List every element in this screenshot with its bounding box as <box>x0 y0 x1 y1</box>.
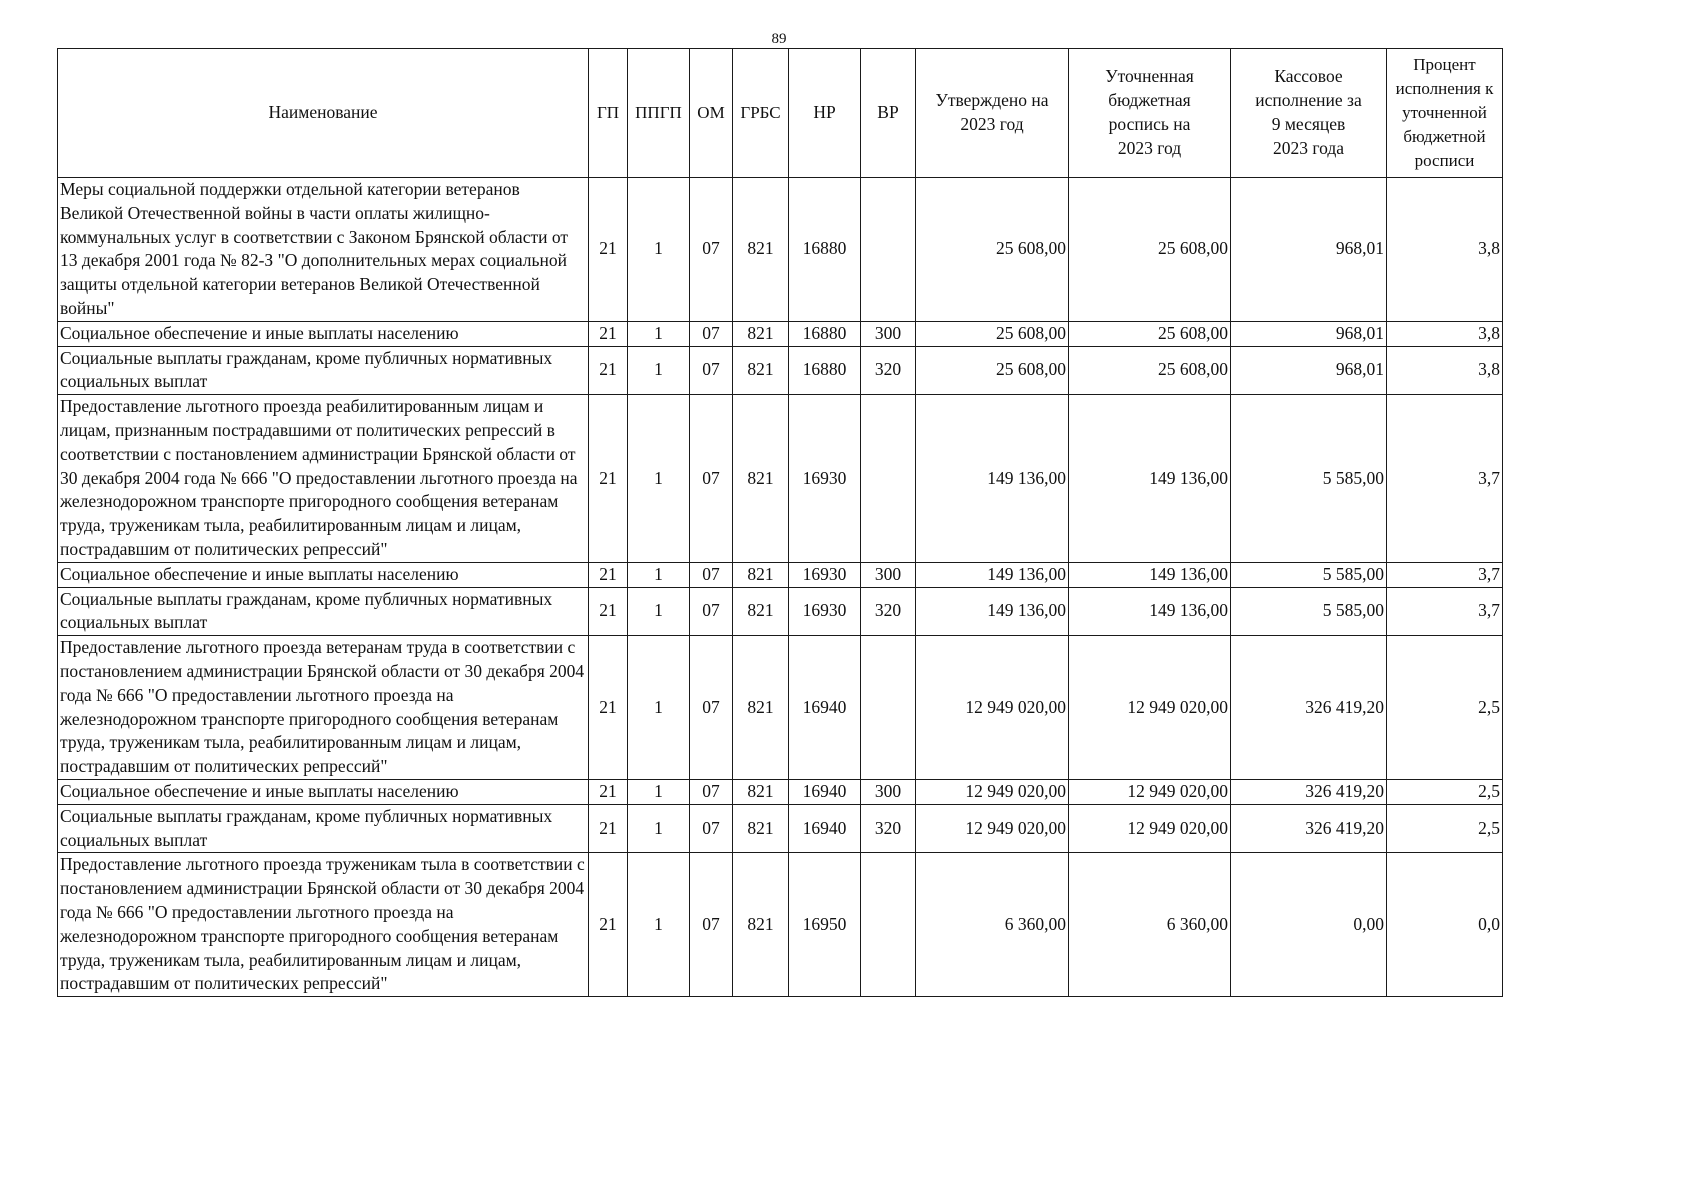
cell-vr: 320 <box>861 804 916 853</box>
cell-ppgp: 1 <box>628 562 690 587</box>
cell-refined: 12 949 020,00 <box>1069 636 1231 780</box>
cell-gp: 21 <box>589 562 628 587</box>
cell-vr <box>861 853 916 997</box>
cell-gp: 21 <box>589 395 628 563</box>
cell-gp: 21 <box>589 853 628 997</box>
cell-np: 16940 <box>789 804 861 853</box>
cell-grbs: 821 <box>733 346 789 395</box>
cell-ppgp: 1 <box>628 804 690 853</box>
cell-ppgp: 1 <box>628 853 690 997</box>
cell-np: 16880 <box>789 321 861 346</box>
cell-name: Предоставление льготного проезда ветеранам труда в соответствии с постановлением администрации Брянской области от 30 декабря 2004 года № 666 "О предоставлении льготного проезда на железнодорожном транспорте пригородного сообщения ветеранам труда, труженикам тыла, реабилитированным лицам и лицам, пострадавшим от политических репрессий" <box>58 636 589 780</box>
table-row <box>58 853 1503 997</box>
cell-grbs: 821 <box>733 321 789 346</box>
cell-cash: 968,01 <box>1231 346 1387 395</box>
cell-refined: 149 136,00 <box>1069 587 1231 636</box>
cell-gp: 21 <box>589 804 628 853</box>
cell-ppgp: 1 <box>628 636 690 780</box>
cell-gp: 21 <box>589 346 628 395</box>
header-np: НР <box>789 49 861 178</box>
cell-om: 07 <box>690 395 733 563</box>
cell-cash: 326 419,20 <box>1231 779 1387 804</box>
table-row <box>58 321 1503 346</box>
cell-grbs: 821 <box>733 562 789 587</box>
cell-grbs: 821 <box>733 395 789 563</box>
cell-ppgp: 1 <box>628 346 690 395</box>
cell-vr: 300 <box>861 321 916 346</box>
cell-name: Предоставление льготного проезда труженикам тыла в соответствии с постановлением администрации Брянской области от 30 декабря 2004 года № 666 "О предоставлении льготного проезда на железнодорожном транспорте пригородного сообщения ветеранам труда, труженикам тыла, реабилитированным лицам и лицам, пострадавшим от политических репрессий" <box>58 853 589 997</box>
cell-refined: 12 949 020,00 <box>1069 804 1231 853</box>
cell-gp: 21 <box>589 321 628 346</box>
header-refined: Уточненная бюджетная роспись на 2023 год <box>1069 49 1231 178</box>
cell-om: 07 <box>690 321 733 346</box>
cell-vr: 320 <box>861 346 916 395</box>
header-percent: Процент исполнения к уточненной бюджетной росписи <box>1387 49 1503 178</box>
cell-gp: 21 <box>589 636 628 780</box>
cell-approved: 25 608,00 <box>916 346 1069 395</box>
header-name: Наименование <box>58 49 589 178</box>
cell-refined: 149 136,00 <box>1069 395 1231 563</box>
cell-ppgp: 1 <box>628 321 690 346</box>
cell-percent: 2,5 <box>1387 636 1503 780</box>
cell-name: Предоставление льготного проезда реабилитированным лицам и лицам, признанным пострадавшими от политических репрессий в соответствии с постановлением администрации Брянской области от 30 декабря 2004 года № 666 "О предоставлении льготного проезда на железнодорожном транспорте пригородного сообщения ветеранам труда, труженикам тыла, реабилитированным лицам и лицам, пострадавшим от политических репрессий" <box>58 395 589 563</box>
cell-om: 07 <box>690 562 733 587</box>
cell-om: 07 <box>690 346 733 395</box>
header-cash: Кассовое исполнение за 9 месяцев 2023 года <box>1231 49 1387 178</box>
cell-grbs: 821 <box>733 804 789 853</box>
cell-percent: 2,5 <box>1387 804 1503 853</box>
cell-grbs: 821 <box>733 587 789 636</box>
cell-ppgp: 1 <box>628 587 690 636</box>
cell-percent: 3,8 <box>1387 321 1503 346</box>
cell-np: 16930 <box>789 395 861 563</box>
header-ppgp: ППГП <box>628 49 690 178</box>
cell-cash: 968,01 <box>1231 178 1387 322</box>
header-approved: Утверждено на 2023 год <box>916 49 1069 178</box>
cell-name: Социальные выплаты гражданам, кроме публичных нормативных социальных выплат <box>58 587 589 636</box>
cell-approved: 149 136,00 <box>916 587 1069 636</box>
header-row <box>58 49 1503 178</box>
cell-np: 16880 <box>789 178 861 322</box>
header-vr: ВР <box>861 49 916 178</box>
cell-vr <box>861 395 916 563</box>
table-row <box>58 636 1503 780</box>
cell-grbs: 821 <box>733 636 789 780</box>
cell-refined: 25 608,00 <box>1069 178 1231 322</box>
cell-percent: 3,7 <box>1387 395 1503 563</box>
cell-refined: 149 136,00 <box>1069 562 1231 587</box>
table-row <box>58 395 1503 563</box>
cell-cash: 0,00 <box>1231 853 1387 997</box>
header-gp: ГП <box>589 49 628 178</box>
cell-om: 07 <box>690 779 733 804</box>
cell-vr: 300 <box>861 562 916 587</box>
cell-cash: 5 585,00 <box>1231 587 1387 636</box>
cell-gp: 21 <box>589 779 628 804</box>
cell-np: 16940 <box>789 636 861 780</box>
cell-name: Социальное обеспечение и иные выплаты населению <box>58 779 589 804</box>
cell-name: Социальное обеспечение и иные выплаты населению <box>58 562 589 587</box>
table-row <box>58 587 1503 636</box>
table-row <box>58 178 1503 322</box>
cell-percent: 3,7 <box>1387 562 1503 587</box>
cell-om: 07 <box>690 636 733 780</box>
cell-approved: 25 608,00 <box>916 178 1069 322</box>
cell-np: 16880 <box>789 346 861 395</box>
cell-percent: 3,7 <box>1387 587 1503 636</box>
cell-name: Меры социальной поддержки отдельной категории ветеранов Великой Отечественной войны в части оплаты жилищно-коммунальных услуг в соответствии с Законом Брянской области от 13 декабря 2001 года № 82-З "О дополнительных мерах социальной защиты отдельной категории ветеранов Великой Отечественной войны" <box>58 178 589 322</box>
cell-approved: 12 949 020,00 <box>916 804 1069 853</box>
page-number: 89 <box>771 31 787 47</box>
cell-vr <box>861 636 916 780</box>
cell-np: 16930 <box>789 562 861 587</box>
header-om: ОМ <box>690 49 733 178</box>
cell-refined: 12 949 020,00 <box>1069 779 1231 804</box>
table-row <box>58 779 1503 804</box>
cell-percent: 0,0 <box>1387 853 1503 997</box>
cell-cash: 968,01 <box>1231 321 1387 346</box>
cell-np: 16940 <box>789 779 861 804</box>
cell-gp: 21 <box>589 587 628 636</box>
cell-om: 07 <box>690 178 733 322</box>
cell-vr: 320 <box>861 587 916 636</box>
cell-ppgp: 1 <box>628 395 690 563</box>
header-grbs: ГРБС <box>733 49 789 178</box>
cell-ppgp: 1 <box>628 178 690 322</box>
cell-refined: 25 608,00 <box>1069 346 1231 395</box>
cell-om: 07 <box>690 587 733 636</box>
table-row <box>58 346 1503 395</box>
cell-om: 07 <box>690 804 733 853</box>
cell-cash: 326 419,20 <box>1231 804 1387 853</box>
cell-approved: 6 360,00 <box>916 853 1069 997</box>
cell-percent: 3,8 <box>1387 346 1503 395</box>
cell-approved: 25 608,00 <box>916 321 1069 346</box>
cell-ppgp: 1 <box>628 779 690 804</box>
cell-name: Социальные выплаты гражданам, кроме публичных нормативных социальных выплат <box>58 804 589 853</box>
cell-grbs: 821 <box>733 779 789 804</box>
cell-np: 16950 <box>789 853 861 997</box>
budget-table <box>57 48 1503 997</box>
cell-approved: 12 949 020,00 <box>916 779 1069 804</box>
cell-approved: 149 136,00 <box>916 562 1069 587</box>
table-row <box>58 562 1503 587</box>
cell-vr: 300 <box>861 779 916 804</box>
table-body <box>58 178 1503 997</box>
cell-vr <box>861 178 916 322</box>
cell-cash: 5 585,00 <box>1231 562 1387 587</box>
cell-cash: 5 585,00 <box>1231 395 1387 563</box>
cell-percent: 2,5 <box>1387 779 1503 804</box>
table-row <box>58 804 1503 853</box>
cell-approved: 149 136,00 <box>916 395 1069 563</box>
cell-name: Социальные выплаты гражданам, кроме публичных нормативных социальных выплат <box>58 346 589 395</box>
cell-cash: 326 419,20 <box>1231 636 1387 780</box>
cell-refined: 6 360,00 <box>1069 853 1231 997</box>
cell-percent: 3,8 <box>1387 178 1503 322</box>
cell-name: Социальное обеспечение и иные выплаты населению <box>58 321 589 346</box>
cell-refined: 25 608,00 <box>1069 321 1231 346</box>
cell-np: 16930 <box>789 587 861 636</box>
cell-gp: 21 <box>589 178 628 322</box>
cell-om: 07 <box>690 853 733 997</box>
cell-grbs: 821 <box>733 178 789 322</box>
cell-grbs: 821 <box>733 853 789 997</box>
cell-approved: 12 949 020,00 <box>916 636 1069 780</box>
